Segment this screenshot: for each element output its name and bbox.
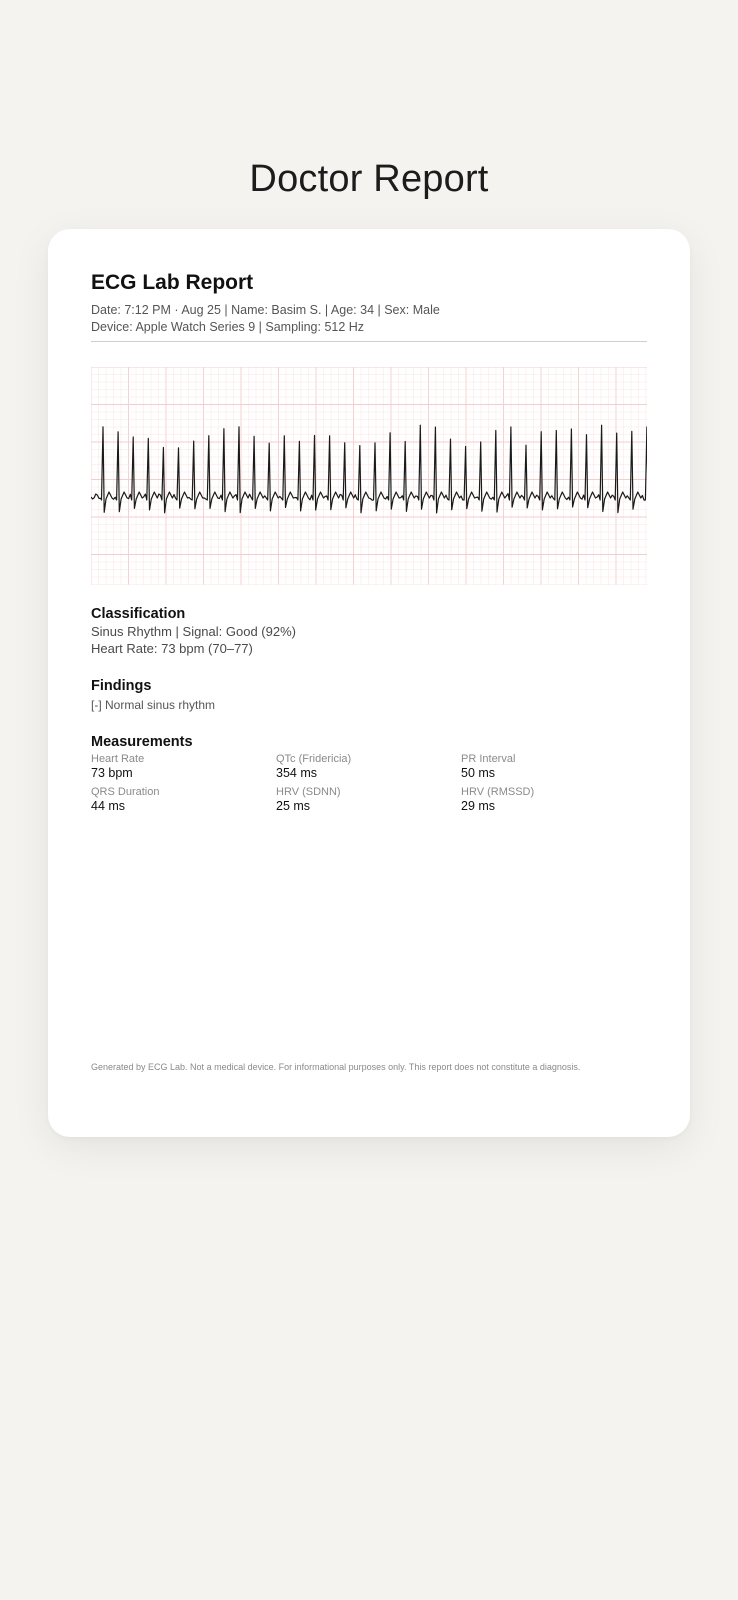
report-content — [91, 270, 647, 814]
measurement-label: HRV (RMSSD) — [461, 786, 535, 798]
measurement-hrv-sdnn — [276, 786, 461, 814]
findings-section — [91, 677, 647, 713]
heart-rate-summary: Heart Rate: 73 bpm (70–77) — [91, 641, 253, 656]
measurement-value: 25 ms — [276, 799, 311, 813]
measurement-value: 354 ms — [276, 766, 317, 780]
finding-item: [-] Normal sinus rhythm — [91, 698, 216, 712]
measurement-value: 29 ms — [461, 799, 496, 813]
measurement-label: QRS Duration — [91, 786, 160, 798]
measurement-value: 50 ms — [461, 766, 496, 780]
measurement-heart-rate — [91, 753, 276, 781]
measurements-grid — [91, 753, 647, 814]
report-card — [48, 229, 690, 1137]
measurement-qtc — [276, 753, 461, 781]
measurement-label: QTc (Fridericia) — [276, 753, 352, 765]
rhythm-signal: Sinus Rhythm | Signal: Good (92%) — [91, 624, 296, 639]
ecg-grid — [91, 367, 647, 585]
header-divider — [91, 341, 647, 342]
measurement-label: PR Interval — [461, 753, 516, 765]
ecg-chart — [91, 367, 647, 585]
measurement-label: Heart Rate — [91, 753, 145, 765]
measurements-section — [91, 733, 647, 814]
measurement-hrv-rmssd — [461, 786, 647, 814]
ecg-strip — [91, 367, 647, 585]
measurements-title: Measurements — [91, 734, 193, 750]
measurement-label: HRV (SDNN) — [276, 786, 341, 798]
device-meta: Device: Apple Watch Series 9 | Sampling: 512 Hz — [91, 320, 365, 334]
classification-title: Classification — [91, 606, 186, 622]
findings-title: Findings — [91, 678, 152, 694]
patient-meta: Date: 7:12 PM · Aug 25 | Name: Basim S. | Age: 34 | Sex: Male — [91, 303, 440, 317]
measurement-value: 73 bpm — [91, 766, 133, 780]
disclaimer-footer: Generated by ECG Lab. Not a medical device. For informational purposes only. This report does not constitute a diagnosis. — [91, 1062, 581, 1072]
report-title: ECG Lab Report — [91, 271, 254, 294]
page-title: Doctor Report — [249, 158, 489, 200]
measurement-value: 44 ms — [91, 799, 126, 813]
measurement-pr-interval — [461, 753, 647, 781]
measurement-qrs-duration — [91, 786, 276, 814]
classification-section — [91, 605, 647, 657]
